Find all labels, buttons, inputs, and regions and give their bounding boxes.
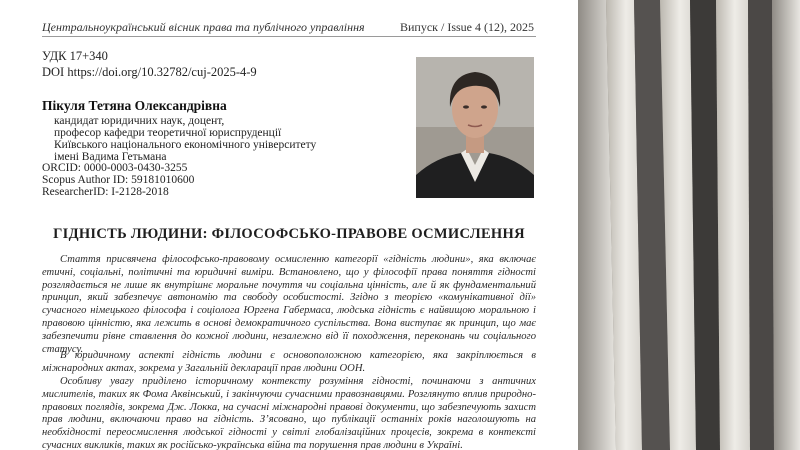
udc-code: УДК 17+340	[42, 49, 108, 63]
book-pages-photo	[578, 0, 800, 450]
researcher-id: ResearcherID: I-2128-2018	[42, 186, 169, 198]
orcid-id: ORCID: 0000-0003-0430-3255	[42, 162, 188, 174]
author-name: Пікуля Тетяна Олександрівна	[42, 98, 227, 113]
author-university: Київського національного економічного університету	[54, 139, 317, 151]
abstract-paragraph-1: Стаття присвячена філософсько-правовому осмисленню категорії «гідність людини», яка включає етичні, соціальні, політичні та юридичні виміри. Встановлено, що у філософії права поняття гідності розглядається не лише як внутрішнє моральне почуття чи соціальна цінність, але й як фундаментальний принцип, який забезпечує автономію та свободу особистості. Згідно з теорією «комунікативної дії» сучасного німецького філософа і соціолога Юргена Габермаса, людська гідність є найвищою моральною і правовою цінністю, яка лежить в основі демократичного суспільства. Вона виступає як принцип, що має забезпечити рівне ставлення до кожної людини, незалежно від її походження, переконань чи соціального статусу.	[42, 254, 536, 355]
author-university-name: імені Вадима Гетьмана	[54, 151, 167, 163]
article-title: ГІДНІСТЬ ЛЮДИНИ: ФІЛОСОФСЬКО-ПРАВОВЕ ОСМИСЛЕННЯ	[53, 226, 525, 242]
author-photo	[416, 57, 534, 198]
author-position: професор кафедри теоретичної юриспруденції	[54, 127, 282, 139]
doi-link[interactable]: DOI https://doi.org/10.32782/cuj-2025-4-9	[42, 65, 257, 79]
abstract-paragraph-2: В юридичному аспекті гідність людини є основоположною категорією, яка закріплюється в міжнародних актах, зокрема у Загальній декларації прав людини ООН.	[42, 350, 536, 374]
issue-label: Випуск / Issue 4 (12), 2025	[400, 20, 534, 34]
author-degree: кандидат юридичних наук, доцент,	[54, 115, 225, 127]
abstract-paragraph-3: Особливу увагу приділено історичному контексту розуміння гідності, починаючи з античних мислителів, таких як Фома Аквінський, і закінчуючи сучасними правознавцями. Розглянуто вплив природно-правових поглядів, зокрема Дж. Локка, на сучасні міжнародні правові документи, що забезпечують захист прав людини, включаючи право на гідність. З’ясовано, що публікації останніх років наголошують на необхідності переосмислення людської гідності у світлі глобалізаційних процесів, зокрема в контексті сучасних викликів, таких як російсько-українська війна та порушення прав людини в Україні.	[42, 376, 536, 450]
journal-title: Центральноукраїнський вісник права та публічного управління	[42, 20, 365, 34]
header-rule	[42, 36, 536, 37]
scopus-id: Scopus Author ID: 59181010600	[42, 174, 195, 186]
